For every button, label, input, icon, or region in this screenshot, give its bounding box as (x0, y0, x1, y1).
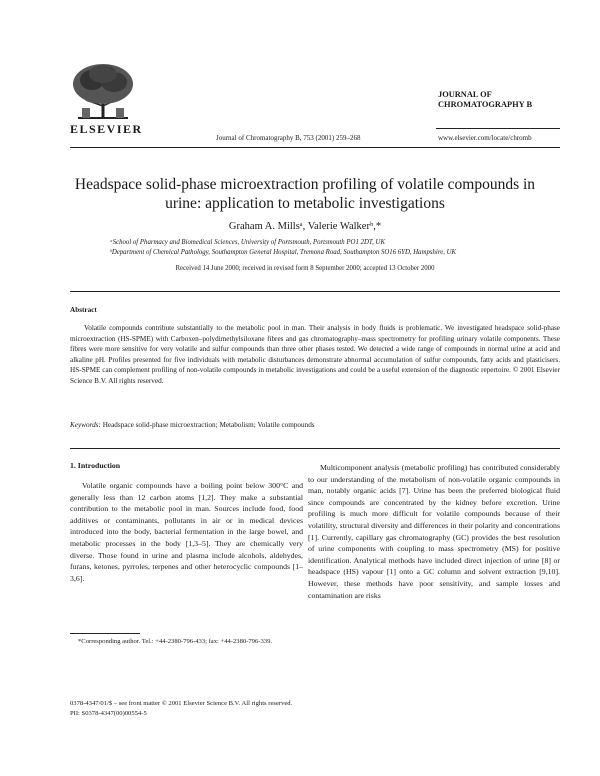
journal-name-line2: CHROMATOGRAPHY B (438, 100, 533, 109)
journal-rule (436, 128, 560, 129)
header-divider (70, 147, 560, 148)
keywords (70, 421, 560, 429)
affiliation-b: ᵇDepartment of Chemical Pathology, Southampton General Hospital, Tremona Road, Southampton SO16 6YD, Hampshire, UK (110, 249, 457, 256)
journal-name (438, 90, 558, 110)
publisher-name: ELSEVIER (70, 122, 143, 136)
journal-citation: Journal of Chromatography B, 753 (2001) 259–268 (216, 134, 361, 142)
body-left-column: Volatile organic compounds have a boiling point below 300°C and generally less than 12 carbon atoms [1,2]. They make a substantial contribution to the metabolic pool in man. Sources include food, food additives or contaminants, pollutants in air or in medical devices introduced into the body, bacterial fermentation in the large bowel, and metabolic processes in the body [1,3–5]. They are chemically very diverse. Those found in urine and plasma include alcohols, aldehydes, furans, ketones, pyrroles, terpenes and other heterocyclic compounds [1–3,6]. (70, 481, 303, 583)
elsevier-tree-logo (68, 60, 138, 122)
section-heading-introduction: 1. Introduction (70, 461, 121, 470)
journal-name-line1: JOURNAL OF (438, 90, 492, 99)
affiliation-a: ᵃSchool of Pharmacy and Biomedical Sciences, University of Portsmouth, Portsmouth PO1 2DT, UK (110, 239, 385, 246)
copyright-line: 0378-4347/01/$ – see front matter © 2001 Elsevier Science B.V. All rights reserved. (70, 700, 293, 707)
journal-url: www.elsevier.com/locate/chromb (438, 134, 532, 142)
article-title: Headspace solid-phase microextraction profiling of volatile compounds in urine: application to metabolic investigations (74, 176, 536, 212)
article-authors: Graham A. Millsᵃ, Valerie Walkerᵇ,* (228, 221, 382, 232)
body-right-column: Multicomponent analysis (metabolic profiling) has contributed considerably to our understanding of the metabolism of non-volatile organic compounds in man, notably organic acids [7]. Urine has been the preferred biological fluid since compounds are concentrated by the kidney before excretion. Urine profiling is much more difficult for volatile compounds because of their volatility, structural diversity and differences in their polarity and concentrations [1]. Currently, capillary gas chromatography (GC) provides the best resolution of urine components with coupling to mass spectrometry (MS) for positive identification. Analytical methods have included direct injection of urine [8] or headspace (HS) vapour [1] onto a GC column and solvent extraction [9,10]. However, these methods have poor sensitivity, and sample losses and contamination are risks (308, 463, 560, 600)
abstract-bottom-divider (70, 448, 560, 449)
received-dates: Received 14 June 2000; received in revised form 8 September 2000; accepted 13 October 2000 (175, 265, 435, 272)
abstract-top-divider (70, 291, 560, 292)
keywords-label: Keywords: (70, 421, 101, 429)
abstract-text: Volatile compounds contribute substantially to the metabolic pool in man. Their analysis in body fluids is problematic. We investigated headspace solid-phase microextraction (HS-SPME) with Carboxen–polydimethylsiloxane fibres and gas chromatography–mass spectrometry for profiling urinary volatile components. These fibres were more sensitive for very volatile and sulfur compounds than three other phases tested. We detected a wide range of compounds in normal urine at acid and alkaline pH. Profiles presented for five individuals with metabolic disturbances demonstrate abnormal accumulation of sulfur compounds, fatty acids and plasticisers. HS-SPME can complement profiling of non-volatile compounds in metabolic investigations and could be a useful extension of the diagnostic repertoire. © 2001 Elsevier Science B.V. All rights reserved. (70, 324, 560, 385)
corresponding-author-footnote: *Corresponding author. Tel.: +44-2380-796-433; fax: +44-2380-796-339. (78, 638, 273, 645)
footnote-divider (70, 633, 140, 634)
pii-line: PII: S0378-4347(00)00554-5 (70, 710, 147, 717)
keywords-list: Headspace solid-phase microextraction; Metabolism; Volatile compounds (100, 421, 315, 429)
abstract-heading: Abstract (70, 306, 97, 314)
